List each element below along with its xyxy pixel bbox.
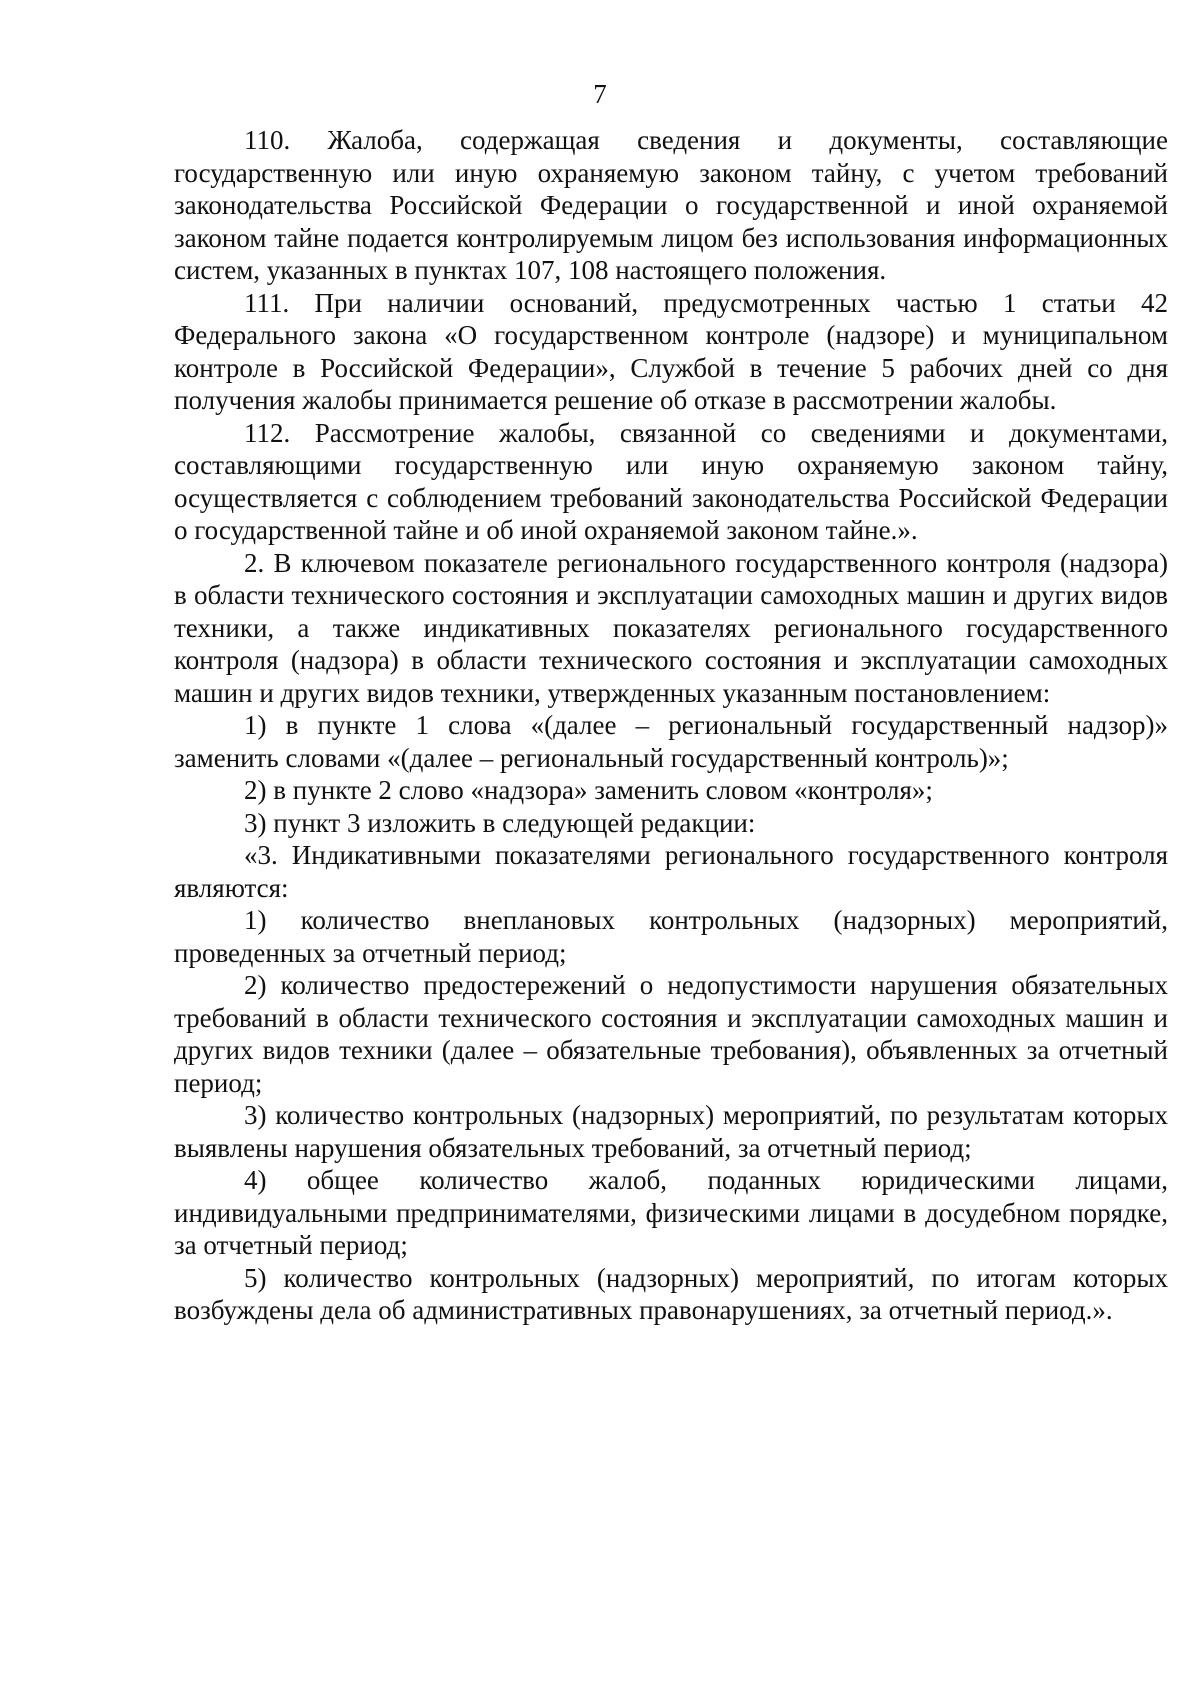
indicator-item-4: 4) общее количество жалоб, поданных юридическими лицами, индивидуальными предпринимателями, физическими лицами в досудебном порядке, за отчетный период;	[174, 1165, 1168, 1260]
indicator-item-3: 3) количество контрольных (надзорных) мероприятий, по результатам которых выявлены нарушения обязательных требований, за отчетный период;	[174, 1100, 1168, 1163]
paragraph-item-2: 2. В ключевом показателе регионального государственного контроля (надзора) в области технического состояния и эксплуатации самоходных машин и других видов техники, а также индикативных показателях регионального государственного контроля (надзора) в области технического состояния и эксплуатации самоходных машин и других видов техники, утвержденных указанным постановлением:	[174, 547, 1168, 708]
page-number: 7	[593, 79, 607, 109]
document-body	[174, 124, 1168, 1327]
paragraph-subitem-1: 1) в пункте 1 слова «(далее – региональный государственный надзор)» заменить словами «(далее – региональный государственный контроль)»;	[174, 710, 1168, 773]
indicator-item-2: 2) количество предостережений о недопустимости нарушения обязательных требований в области технического состояния и эксплуатации самоходных машин и других видов техники (далее – обязательные требования), объявленных за отчетный период;	[174, 970, 1168, 1098]
paragraph-112: 112. Рассмотрение жалобы, связанной со сведениями и документами, составляющими государственную или иную охраняемую законом тайну, осуществляется с соблюдением требований законодательства Российской Федерации о государственной тайне и об иной охраняемой законом тайне.».	[174, 417, 1168, 545]
paragraph-subitem-2: 2) в пункте 2 слово «надзора» заменить словом «контроля»;	[244, 775, 933, 805]
indicator-item-5: 5) количество контрольных (надзорных) мероприятий, по итогам которых возбуждены дела об административных правонарушениях, за отчетный период.».	[174, 1262, 1168, 1325]
indicator-item-1: 1) количество внеплановых контрольных (надзорных) мероприятий, проведенных за отчетный период;	[174, 905, 1168, 968]
paragraph-110: 110. Жалоба, содержащая сведения и документы, составляющие государственную или иную охраняемую законом тайну, с учетом требований законодательства Российской Федерации о государственной и иной охраняемой законом тайне подается контролируемым лицом без использования информационных систем, указанных в пунктах 107, 108 настоящего положения.	[174, 125, 1168, 285]
paragraph-indicators-intro: «3. Индикативными показателями регионального государственного контроля являются:	[174, 840, 1168, 903]
paragraph-111: 111. При наличии оснований, предусмотренных частью 1 статьи 42 Федерального закона «О государственном контроле (надзоре) и муниципальном контроле в Российской Федерации», Службой в течение 5 рабочих дней со дня получения жалобы принимается решение об отказе в рассмотрении жалобы.	[174, 287, 1168, 415]
paragraph-subitem-3: 3) пункт 3 изложить в следующей редакции:	[244, 807, 756, 838]
